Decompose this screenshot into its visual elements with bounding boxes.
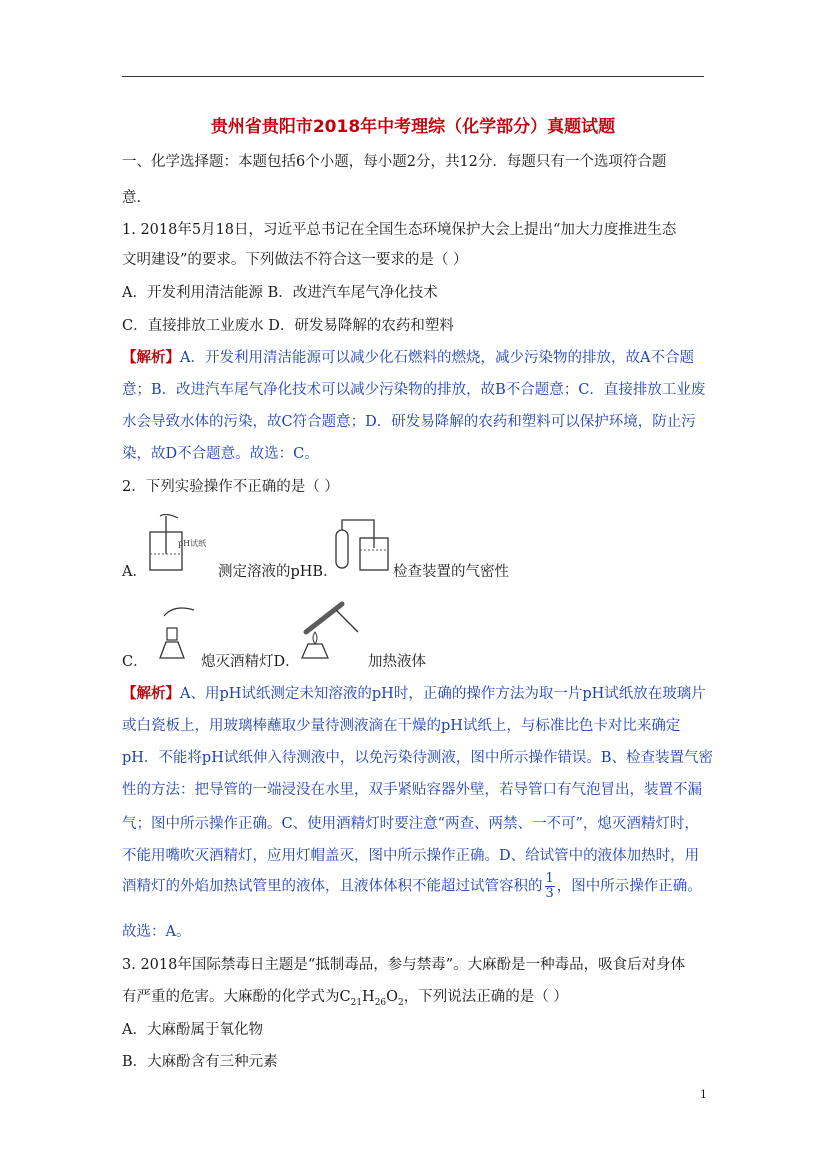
q1-options-ab: A．开发利用清洁能源 B．改进汽车尾气净化技术	[122, 285, 438, 301]
q1-analysis-line1: 【解析】A．开发利用清洁能源可以减少化石燃料的燃烧，减少污染物的排放，故A不合题	[122, 349, 694, 366]
q3-stem-line1: 3. 2018年国际禁毒日主题是“抵制毒品，参与禁毒”。大麻酚是一种毒品，吸食后对身体	[122, 957, 686, 973]
test-tube	[306, 604, 342, 632]
lamp-extinguish-figure	[150, 602, 200, 664]
heating-liquid-figure	[296, 598, 368, 662]
q2-stem: 2．下列实验操作不正确的是（ ）	[122, 479, 339, 495]
q2-analysis-line6: 不能用嘴吹灭酒精灯，应用灯帽盖灭，图中所示操作正确。D、给试管中的液体加热时，用	[122, 848, 700, 864]
alcohol-lamp	[302, 644, 328, 658]
q1-options-cd: C．直接排放工业废水 D．研发易降解的农药和塑料	[122, 318, 454, 334]
page-title: 贵州省贵阳市2018年中考理综（化学部分）真题试题	[210, 117, 616, 137]
q2-analysis-line7: 酒精灯的外焰加热试管里的液体，且液体体积不能超过试管容积的 $\frac{1}{3}$ ，图中所示操作正确。	[122, 871, 702, 901]
page-number: 1	[700, 1088, 707, 1101]
q1-analysis-line2: 意；B．改进汽车尾气净化技术可以减少污染物的排放，故B不合题意；C．直接排放工业废	[122, 382, 706, 398]
fraction-one-third: $\frac{1}{3}$	[545, 871, 554, 901]
q2-analysis-line1: 【解析】A、用pH试纸测定未知溶液的pH时，正确的操作方法为取一片pH试纸放在玻璃片	[122, 685, 706, 702]
q1-stem-line1: 1. 2018年5月18日，习近平总书记在全国生态环境保护大会上提出“加大力度推进生态	[122, 222, 677, 238]
header-rule	[122, 76, 704, 77]
flame	[313, 632, 317, 644]
analysis-tag: 【解析】	[122, 685, 180, 702]
q2-analysis-line5: 气；图中所示操作正确。C、使用酒精灯时要注意“两查、两禁、一不可”，熄灭酒精灯时，	[122, 816, 699, 832]
q2-analysis-line2: 或白瓷板上，用玻璃棒蘸取少量待测液滴在干燥的pH试纸上，与标准比色卡对比来确定	[122, 718, 681, 734]
q2-option-c-text: 熄灭酒精灯D．	[201, 654, 300, 670]
q2-option-b-text: 检查装置的气密性	[393, 564, 509, 580]
q1-stem-line2: 文明建设”的要求。下列做法不符合这一要求的是（ ）	[122, 252, 468, 268]
q2-option-c-label: C．	[122, 654, 148, 670]
q2-option-a-text: 测定溶液的pHB．	[218, 564, 338, 580]
q1-analysis-line3: 水会导致水体的污染，故C符合题意；D．研发易降解的农药和塑料可以保护环境，防止污	[122, 414, 696, 430]
section-intro-line2: 意.	[122, 190, 142, 206]
lamp-cap	[167, 628, 177, 640]
q2-option-a-label: A．	[122, 564, 147, 580]
q1-analysis-line4: 染，故D不合题意。故选：C。	[122, 446, 319, 462]
alcohol-lamp	[160, 642, 184, 658]
q2-analysis-line3: pH．不能将pH试纸伸入待测液中，以免污染待测液，图中所示操作错误。B、检查装置气密	[122, 750, 714, 766]
hand-outline	[160, 514, 178, 518]
section-intro-line1: 一、化学选择题：本题包括6个小题，每小题2分，共12分．每题只有一个选项符合题	[122, 154, 667, 170]
q3-option-a: A．大麻酚属于氧化物	[122, 1022, 263, 1038]
q3-stem-line2: 有严重的危害。大麻酚的化学式为$C_{21}H_{26}O_2$，下列说法正确的是（ ）	[122, 989, 568, 1008]
airtightness-figure	[330, 514, 392, 576]
tube-holder	[336, 610, 358, 632]
q2-analysis-line4: 性的方法：把导管的一端浸没在水里，双手紧贴容器外壁，若导管口有气泡冒出，装置不漏	[122, 782, 702, 798]
analysis-tag: 【解析】	[122, 349, 180, 366]
delivery-tube	[342, 520, 374, 548]
ph-paper-label: pH试纸	[178, 539, 207, 548]
test-tube	[336, 530, 348, 568]
hand-outline	[164, 608, 194, 616]
q3-option-b: B．大麻酚含有三种元素	[122, 1054, 278, 1070]
ph-test-figure	[146, 514, 216, 574]
q2-analysis-line8: 故选：A。	[122, 924, 191, 940]
q2-option-d-text: 加热液体	[368, 654, 426, 670]
